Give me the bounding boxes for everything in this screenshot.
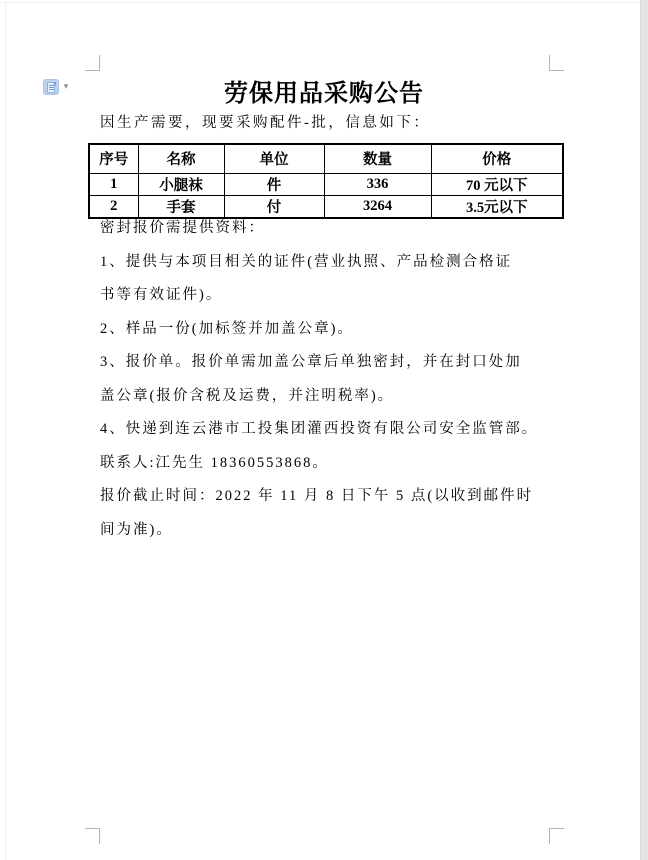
paragraph-line: 书等有效证件)。 (100, 287, 223, 303)
paragraph-item-4 (100, 413, 562, 447)
paragraph-item-1 (100, 246, 562, 313)
header-name: 名称 (138, 144, 224, 173)
paragraph-materials-heading (100, 212, 562, 246)
body-paragraphs (100, 212, 562, 547)
header-quantity: 数量 (324, 144, 431, 173)
paragraph-line: 1、提供与本项目相关的证件(营业执照、产品检测合格证 (100, 253, 513, 270)
paragraph-item-2 (100, 313, 562, 347)
paragraph-deadline (100, 480, 562, 547)
cell-serial: 2 (89, 195, 138, 218)
page-title: 劳保用品采购公告 (224, 81, 424, 107)
intro-paragraph: 因生产需要，现要采购配件-批，信息如下： (100, 115, 431, 131)
margin-mark-top-right (549, 55, 564, 71)
cell-name: 手套 (138, 195, 224, 218)
paragraph-line: 4、快递到连云港市工投集团灌西投资有限公司安全监管部。 (100, 421, 539, 437)
paragraph-line: 报价截止时间：2022 年 11 月 8 日下午 5 点(以收到邮件时 (100, 488, 534, 504)
paragraph-line: 联系人:江先生 18360553868。 (100, 454, 329, 471)
margin-mark-bottom-left (85, 828, 100, 844)
paragraph-line: 间为准)。 (100, 521, 173, 538)
header-price: 价格 (431, 144, 563, 173)
cell-quantity: 3264 (324, 195, 431, 218)
cell-price: 70 元以下 (431, 173, 563, 195)
cell-unit: 件 (224, 173, 324, 195)
paragraph-line: 2、样品一份(加标签并加盖公章)。 (100, 320, 354, 337)
header-serial: 序号 (89, 144, 138, 173)
paragraph-line: 3、报价单。报价单需加盖公章后单独密封，并在封口处加 (100, 354, 522, 370)
table-header-row (89, 144, 563, 173)
procurement-table (88, 143, 564, 219)
margin-mark-bottom-right (549, 828, 564, 844)
chevron-down-icon[interactable]: ▾ (63, 82, 69, 92)
margin-mark-top-left (85, 55, 100, 71)
cell-unit: 付 (224, 195, 324, 218)
cell-quantity: 336 (324, 173, 431, 195)
cell-name: 小腿袜 (138, 173, 224, 195)
cell-price: 3.5元以下 (431, 195, 563, 218)
page-left-edge (5, 2, 6, 860)
app-background-strip (640, 0, 648, 860)
paragraph-contact (100, 447, 562, 481)
table-row (89, 173, 563, 195)
cell-serial: 1 (89, 173, 138, 195)
paragraph-item-3 (100, 346, 562, 413)
paragraph-line: 密封报价需提供资料： (100, 220, 265, 236)
paragraph-line: 盖公章(报价含税及运费，并注明税率)。 (100, 387, 395, 404)
header-unit: 单位 (224, 144, 324, 173)
page-top-edge (0, 2, 648, 3)
